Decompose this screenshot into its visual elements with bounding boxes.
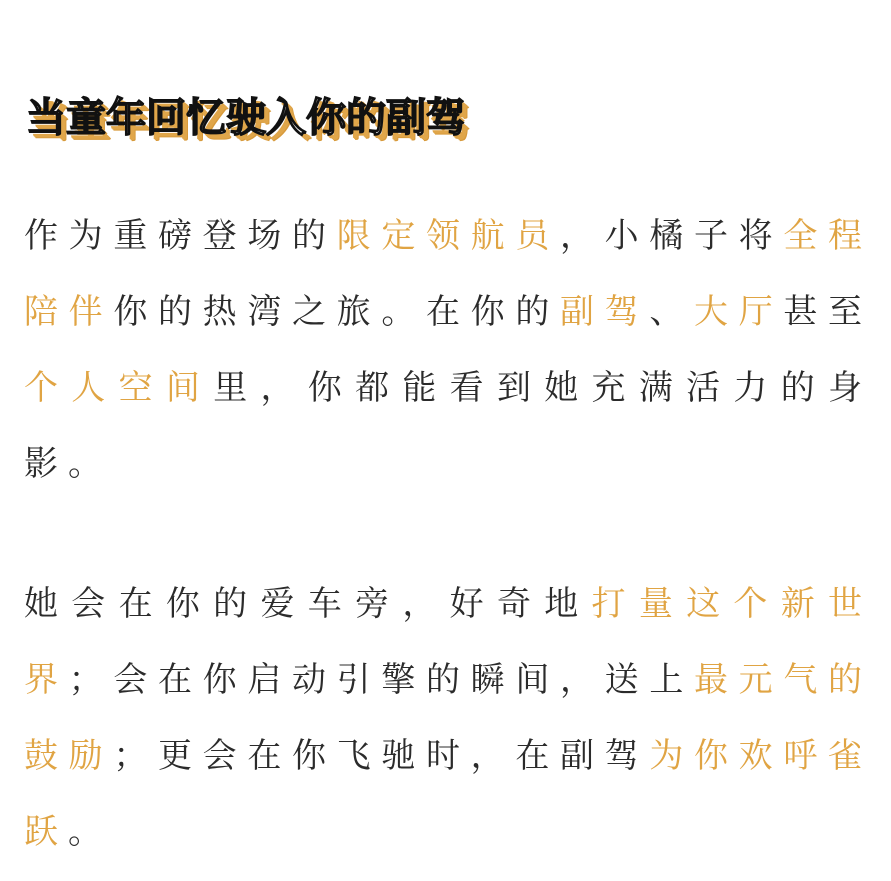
- highlight-new-world: 打量这个新世界: [24, 584, 873, 700]
- paragraph-1-segment: 你的热湾之旅。在你的: [113, 292, 561, 332]
- paragraph-1-segment: 甚至: [783, 292, 873, 332]
- highlight-lobby: 大厅: [694, 292, 784, 332]
- paragraph-2-segment: 她会在你的爱车旁，好奇地: [24, 584, 592, 624]
- paragraph-2: [24, 566, 872, 870]
- highlight-cheering: 为你欢呼雀跃: [24, 736, 873, 852]
- highlight-encouragement: 最元气的鼓励: [24, 660, 873, 776]
- highlight-limited-navigator: 限定领航员: [336, 216, 561, 256]
- paragraph-1: [24, 198, 872, 502]
- paragraph-1-segment: ，小橘子将: [560, 216, 784, 256]
- highlight-personal-space: 个人空间: [24, 368, 214, 408]
- highlight-full-companion: 全程陪伴: [24, 216, 873, 332]
- paragraph-2-segment: ；会在你启动引擎的瞬间，送上: [68, 660, 695, 700]
- paragraph-1-segment: 作为重磅登场的: [24, 216, 337, 256]
- paragraph-1-segment: 里，你都能看到她充满活力的身影。: [24, 368, 873, 484]
- paragraph-2-segment: ；更会在你飞驰时，在副驾: [113, 736, 650, 776]
- article-title: 当童年回忆驶入你的副驾: [26, 95, 466, 141]
- highlight-passenger-seat: 副驾: [560, 292, 650, 332]
- paragraph-2-segment: 。: [68, 812, 112, 852]
- paragraph-1-segment: 、: [649, 292, 695, 332]
